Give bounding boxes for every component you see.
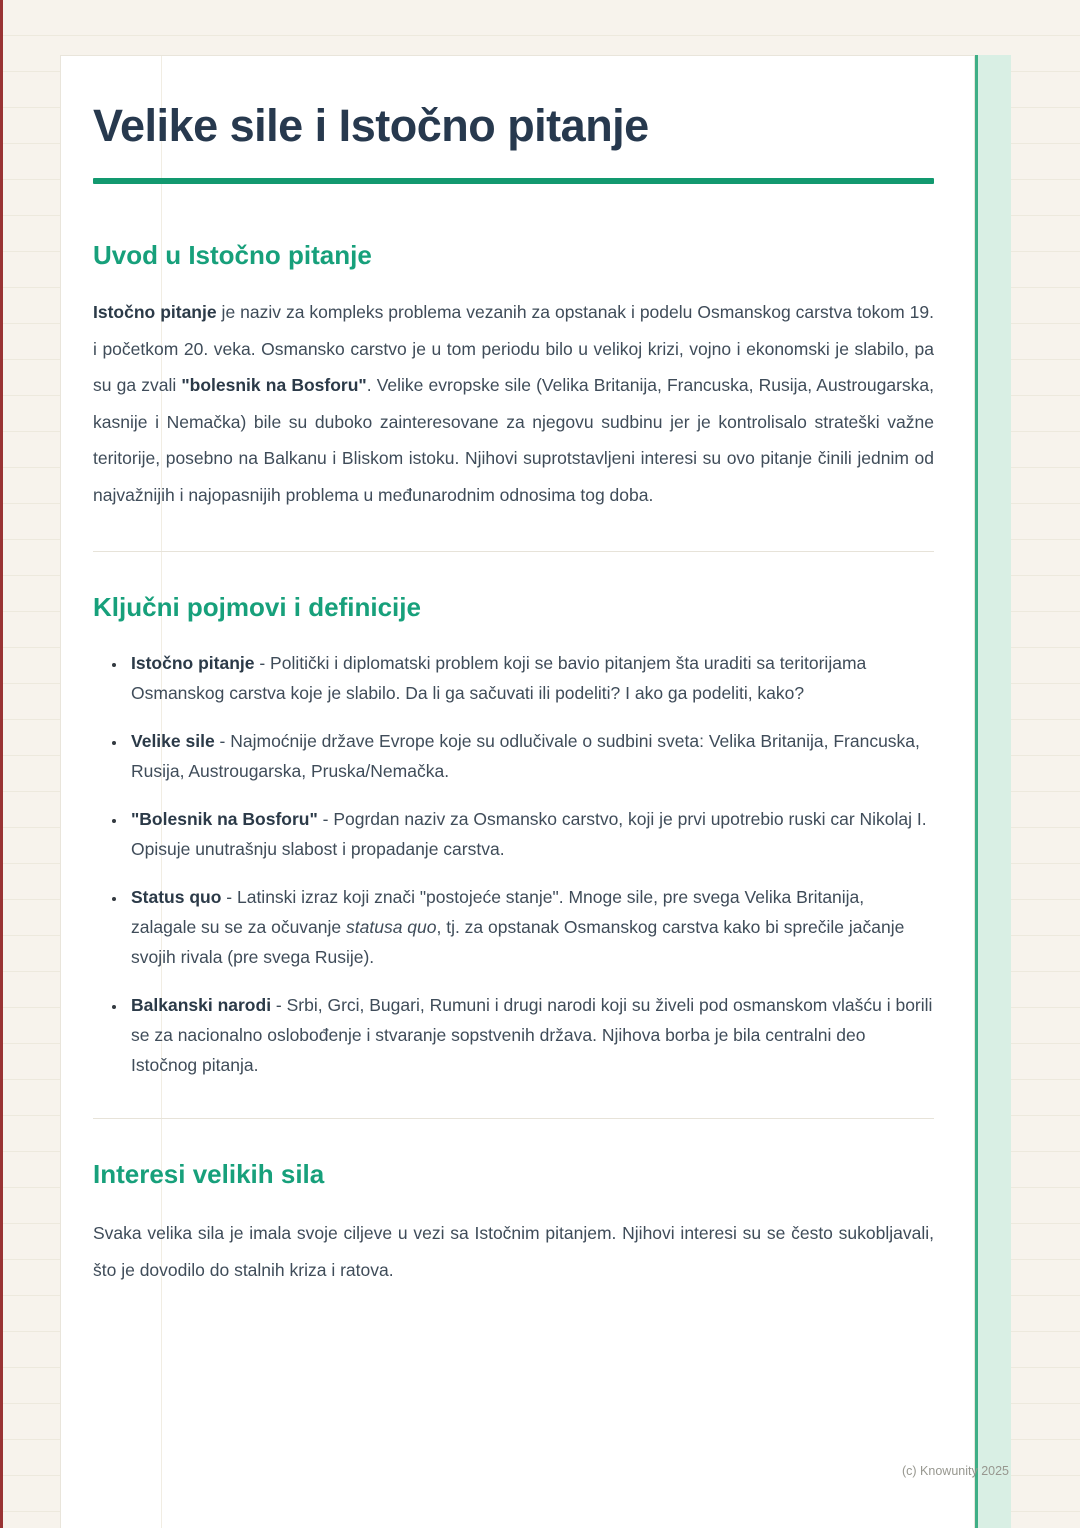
section-interests [93,1157,934,1288]
footer-credit: (c) Knowunity 2025 [902,1464,1010,1478]
intro-paragraph: Istočno pitanje je naziv za kompleks problema vezanih za opstanak i podelu Osmanskog carstva tokom 19. i početkom 20. veka. Osmansko carstvo je u tom periodu bilo u velikoj krizi, vojno i ekonomski je slabilo, pa su ga zvali "bolesnik na Bosforu". Velike evropske sile (Velika Britanija, Francuska, Rusija, Austrougarska, kasnije i Nemačka) bile su duboko zainteresovane za njegovu sudbinu jer je kontrolisalo strateški važne teritorije, posebno na Balkanu i Bliskom istoku. Njihovi suprotstavljeni interesi su ovo pitanje činili jednim od najvažnijih i najopasnijih problema u međunarodnim odnosima tog doba. [93,302,935,505]
section-key-terms [93,590,934,1080]
section-divider [93,1118,934,1119]
accent-stripe [975,55,1011,1528]
key-terms-list [93,648,934,1080]
content-card [60,55,975,1528]
section-heading-key-terms: Ključni pojmovi i definicije [93,592,421,622]
section-divider [93,551,934,552]
page-title: Velike sile i Istočno pitanje [93,100,649,151]
list-item: • Istočno pitanje - Politički i diplomatski problem koji se bavio pitanjem šta uraditi sa teritorijama Osmanskog carstva koje je slabilo. Da li ga sačuvati ili podeliti? I ako ga podeliti, kako? [127,648,934,708]
list-item: • "Bolesnik na Bosforu" - Pogrdan naziv za Osmansko carstvo, koji je prvi upotrebio ruski car Nikolaj I. Opisuje unutrašnju slabost i propadanje carstva. [127,804,934,864]
list-item: • Status quo - Latinski izraz koji znači "postojeće stanje". Mnoge sile, pre svega Velika Britanija, zalagale su se za očuvanje statusa quo, tj. za opstanak Osmanskog carstva kako bi sprečile jačanje svojih rivala (pre svega Rusije). [127,882,934,972]
interests-paragraph: Svaka velika sila je imala svoje ciljeve u vezi sa Istočnim pitanjem. Njihovi interesi su se često sukobljavali, što je dovodilo do stalnih kriza i ratova. [93,1223,934,1280]
title-underline-rule [93,178,934,184]
list-item: • Balkanski narodi - Srbi, Grci, Bugari, Rumuni i drugi narodi koji su živeli pod osmanskom vlašću i borili se za nacionalno oslobođenje i stvaranje sopstvenih država. Njihova borba je bila centralni deo Istočnog pitanja. [127,990,934,1080]
section-intro [93,238,934,513]
list-item: • Velike sile - Najmoćnije države Evrope koje su odlučivale o sudbini sveta: Velika Britanija, Francuska, Rusija, Austrougarska, Pruska/Nemačka. [127,726,934,786]
section-heading-intro: Uvod u Istočno pitanje [93,240,372,270]
page-left-edge-line [0,0,3,1528]
section-heading-interests: Interesi velikih sila [93,1159,325,1189]
